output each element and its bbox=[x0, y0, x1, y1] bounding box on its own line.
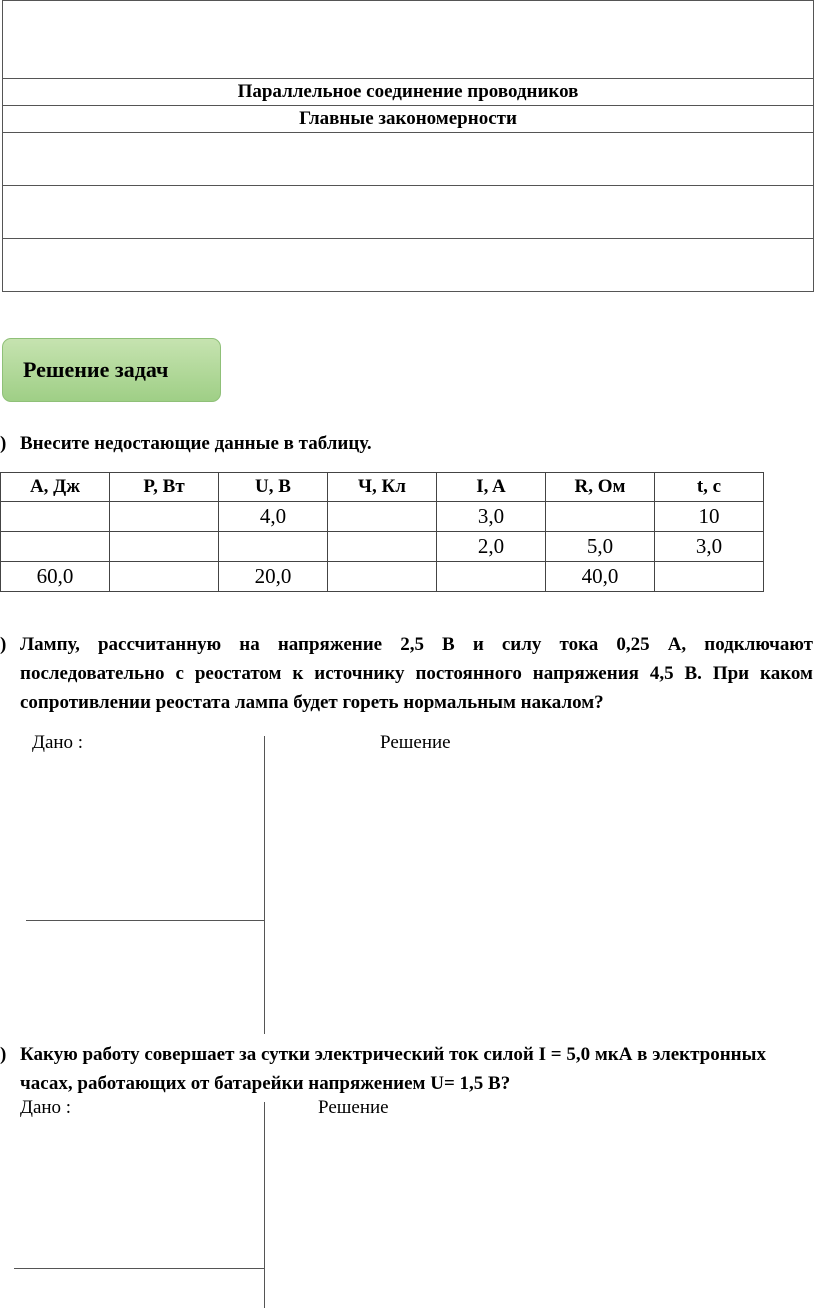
table-cell: 40,0 bbox=[546, 562, 655, 592]
task-1-number: ) bbox=[0, 433, 7, 454]
task-2-solution-label: Решение bbox=[380, 732, 451, 753]
header-table bbox=[2, 0, 814, 292]
table-cell bbox=[110, 502, 219, 532]
header-blank-row bbox=[3, 186, 814, 239]
table-cell: 2,0 bbox=[437, 532, 546, 562]
header-blank-row bbox=[3, 239, 814, 292]
table-cell: 4,0 bbox=[219, 502, 328, 532]
task-3-solution-label: Решение bbox=[318, 1097, 389, 1118]
table-cell bbox=[110, 532, 219, 562]
table-header-row bbox=[1, 473, 764, 502]
table-cell bbox=[328, 532, 437, 562]
task-3-given-label: Дано : bbox=[20, 1097, 72, 1118]
table-header-cell: I, A bbox=[437, 473, 546, 502]
table-cell bbox=[1, 502, 110, 532]
table-cell bbox=[328, 562, 437, 592]
table-header-cell: t, с bbox=[655, 473, 764, 502]
table-cell bbox=[110, 562, 219, 592]
table-cell: 5,0 bbox=[546, 532, 655, 562]
table-cell: 3,0 bbox=[437, 502, 546, 532]
table-row bbox=[1, 562, 764, 592]
task-2-number: ) bbox=[0, 634, 7, 655]
task-3 bbox=[0, 1040, 813, 1100]
header-subtitle: Главные закономерности bbox=[3, 106, 814, 133]
task-3-number: ) bbox=[0, 1044, 7, 1065]
task-1 bbox=[0, 429, 780, 459]
task-2-divider-vertical bbox=[264, 736, 265, 1034]
table-row bbox=[1, 532, 764, 562]
header-blank-row bbox=[3, 1, 814, 79]
section-badge-label: Решение задач bbox=[23, 357, 169, 382]
task-3-divider-vertical bbox=[264, 1102, 265, 1308]
table-cell bbox=[1, 532, 110, 562]
table-cell bbox=[328, 502, 437, 532]
table-cell bbox=[655, 562, 764, 592]
table-cell: 20,0 bbox=[219, 562, 328, 592]
table-cell bbox=[219, 532, 328, 562]
table-row bbox=[1, 502, 764, 532]
table-header-cell: Ч, Кл bbox=[328, 473, 437, 502]
task-3-text: Какую работу совершает за сутки электрический ток силой I = 5,0 мкА в электронных часах, работающих от батарейки напряжением U= 1,5 В? bbox=[20, 1044, 766, 1094]
table-header-cell: A, Дж bbox=[1, 473, 110, 502]
section-badge bbox=[2, 338, 221, 402]
table-cell bbox=[437, 562, 546, 592]
table-header-cell: P, Вт bbox=[110, 473, 219, 502]
table-cell: 10 bbox=[655, 502, 764, 532]
table-cell bbox=[546, 502, 655, 532]
task-2-text: Лампу, рассчитанную на напряжение 2,5 В и силу тока 0,25 А, подключают последовательно с реостатом к источнику постоянного напряжения 4,5 В. При каком сопротивлении реостата лампа будет гореть нормальным накалом? bbox=[20, 634, 813, 713]
table-cell: 60,0 bbox=[1, 562, 110, 592]
task-1-text: Внесите недостающие данные в таблицу. bbox=[20, 433, 372, 454]
table-header-cell: U, В bbox=[219, 473, 328, 502]
table-cell: 3,0 bbox=[655, 532, 764, 562]
header-title: Параллельное соединение проводников bbox=[3, 79, 814, 106]
task-2-given-label: Дано : bbox=[32, 732, 84, 753]
header-blank-row bbox=[3, 133, 814, 186]
task-2-divider-horizontal bbox=[26, 920, 264, 921]
data-table bbox=[0, 472, 764, 592]
task-3-divider-horizontal bbox=[14, 1268, 264, 1269]
table-header-cell: R, Ом bbox=[546, 473, 655, 502]
task-2 bbox=[0, 630, 813, 720]
